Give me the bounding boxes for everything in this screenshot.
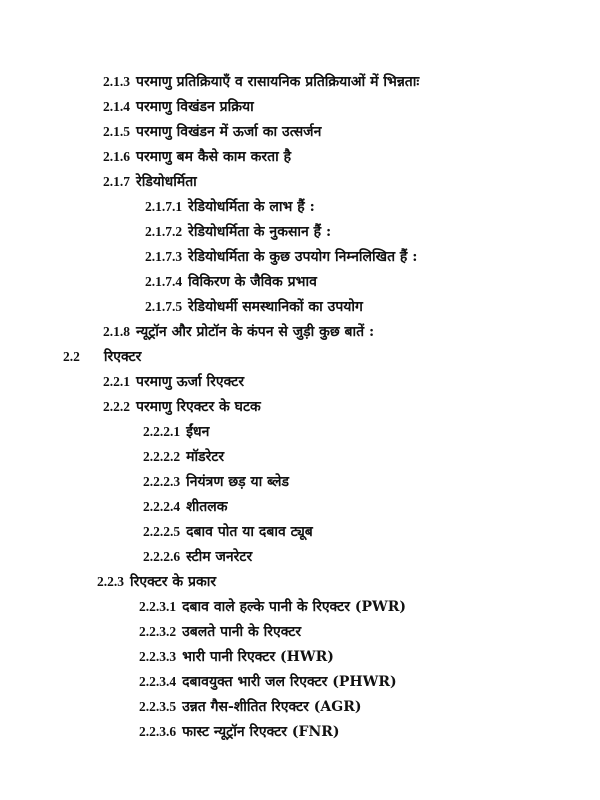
toc-number: 2.2.2.3 [143, 474, 181, 489]
toc-entry-2-2-3-5 [139, 698, 361, 716]
toc-title: नियंत्रण छड़ या ब्लेड [186, 474, 290, 490]
toc-entry-2-1-3 [103, 73, 419, 91]
toc-entry-2-1-7-2 [145, 223, 331, 241]
toc-number: 2.2.2.5 [143, 524, 181, 539]
toc-number: 2.1.8 [103, 324, 130, 339]
toc-entry-2-1-4 [103, 98, 254, 116]
toc-entry-2-2-2-5 [143, 523, 313, 541]
toc-title: परमाणु विखंडन प्रक्रिया [136, 99, 254, 115]
toc-entry-2-2-2 [103, 398, 261, 416]
toc-number: 2.2.3.3 [139, 649, 177, 664]
toc-entry-2-2-2-3 [143, 473, 289, 491]
toc-title: मॉडरेटर [186, 449, 225, 465]
toc-title: परमाणु प्रतिक्रियाएँ व रासायनिक प्रतिक्रियाओं में भिन्नताः [136, 74, 420, 90]
toc-number: 2.2.3.6 [139, 724, 177, 739]
toc-entry-2-2-1 [103, 373, 244, 391]
toc-title: रेडियोधर्मी समस्थानिकों का उपयोग [188, 299, 363, 315]
toc-number: 2.1.7.3 [145, 249, 183, 264]
toc-entry-2-2-3-4 [139, 673, 397, 691]
toc-entry-2-1-7-4 [145, 273, 317, 291]
toc-entry-2-1-8 [103, 323, 374, 341]
toc-number: 2.2.2.6 [143, 549, 181, 564]
toc-title: परमाणु रिएक्टर के घटक [136, 399, 261, 415]
toc-title: परमाणु विखंडन में ऊर्जा का उत्सर्जन [136, 124, 322, 140]
toc-entry-2-2-3-2 [139, 623, 301, 641]
toc-title: परमाणु बम कैसे काम करता है [136, 149, 292, 165]
toc-entry-2-1-5 [103, 123, 321, 141]
toc-entry-2-2-2-1 [143, 423, 209, 441]
toc-number: 2.2 [63, 349, 80, 364]
toc-entry-2-2-2-2 [143, 448, 224, 466]
toc-entry-2-2-2-6 [143, 548, 252, 566]
toc-number: 2.1.7.2 [145, 224, 183, 239]
toc-title: रेडियोधर्मिता के लाभ हैं : [188, 199, 315, 215]
toc-number: 2.2.2.2 [143, 449, 181, 464]
toc-number: 2.1.7 [103, 174, 130, 189]
toc-entry-2-1-7-3 [145, 248, 417, 266]
toc-number: 2.2.3.2 [139, 624, 177, 639]
toc-entry-2-1-7 [103, 173, 197, 191]
toc-entry-2-2-3-1 [139, 598, 406, 616]
toc-number: 2.1.7.1 [145, 199, 183, 214]
toc-number: 2.2.3.1 [139, 599, 177, 614]
toc-entry-2-2-3-6 [139, 723, 340, 741]
toc-title: रेडियोधर्मिता के नुकसान हैं : [188, 224, 332, 240]
toc-entry-2-1-7-5 [145, 298, 363, 316]
toc-number: 2.1.7.5 [145, 299, 183, 314]
toc-title: रिएक्टर के प्रकार [130, 574, 217, 590]
toc-title: भारी पानी रिएक्टर (HWR) [182, 649, 334, 665]
toc-entry-2-2 [63, 348, 141, 366]
toc-title: ईंधन [186, 424, 210, 440]
toc-title: दबावयुक्त भारी जल रिएक्टर (PHWR) [182, 674, 397, 690]
toc-number: 2.1.7.4 [145, 274, 183, 289]
toc-title: फास्ट न्यूट्रॉन रिएक्टर (FNR) [182, 724, 340, 740]
toc-title: शीतलक [186, 499, 228, 515]
toc-number: 2.1.5 [103, 124, 130, 139]
toc-number: 2.2.3.5 [139, 699, 177, 714]
toc-title: विकिरण के जैविक प्रभाव [188, 274, 317, 290]
toc-title: रिएक्टर [103, 349, 142, 365]
toc-entry-2-2-2-4 [143, 498, 228, 516]
toc-title: रेडियोधर्मिता [136, 174, 197, 190]
toc-number: 2.1.4 [103, 99, 130, 114]
toc-title: रेडियोधर्मिता के कुछ उपयोग निम्नलिखित हैं : [188, 249, 418, 265]
toc-entry-2-1-6 [103, 148, 291, 166]
toc-number: 2.2.2.4 [143, 499, 181, 514]
toc-title: परमाणु ऊर्जा रिएक्टर [136, 374, 245, 390]
toc-number: 2.2.2 [103, 399, 130, 414]
toc-entry-2-1-7-1 [145, 198, 315, 216]
toc-title: उन्नत गैस-शीतित रिएक्टर (AGR) [182, 699, 362, 715]
toc-title: उबलते पानी के रिएक्टर [182, 624, 302, 640]
toc-number: 2.2.3 [97, 574, 124, 589]
toc-entry-2-2-3 [97, 573, 216, 591]
toc-title: दबाव वाले हल्के पानी के रिएक्टर (PWR) [182, 599, 406, 615]
toc-title: स्टीम जनरेटर [186, 549, 253, 565]
toc-title: दबाव पोत या दबाव ट्यूब [186, 524, 313, 540]
toc-number: 2.2.2.1 [143, 424, 181, 439]
toc-number: 2.1.3 [103, 74, 130, 89]
toc-entry-2-2-3-3 [139, 648, 334, 666]
toc-number: 2.2.1 [103, 374, 130, 389]
toc-number: 2.2.3.4 [139, 674, 177, 689]
toc-number: 2.1.6 [103, 149, 130, 164]
toc-title: न्यूट्रॉन और प्रोटॉन के कंपन से जुड़ी कुछ बातें : [136, 324, 375, 340]
